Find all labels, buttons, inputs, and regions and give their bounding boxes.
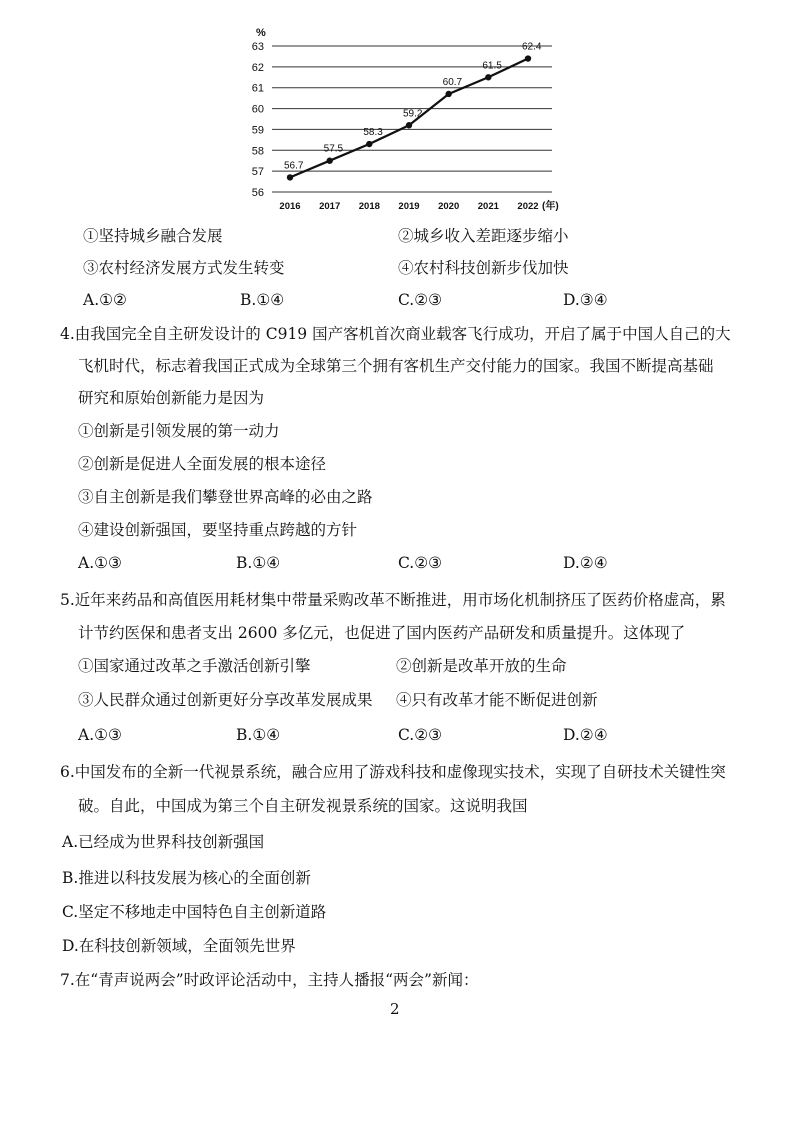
q3-option-2: ②城乡收入差距逐步缩小 [398, 227, 569, 245]
q4-stem-line-1: 4.由我国完全自主研发设计的 C919 国产客机首次商业载客飞行成功，开启了属于中国人自己的大 [60, 325, 731, 343]
q6-choice-b: B.推进以科技发展为核心的全面创新 [62, 869, 311, 887]
data-point-2021 [485, 74, 491, 80]
y-tick-label: 60 [251, 103, 264, 116]
data-label-2018: 58.3 [363, 127, 383, 139]
q3-option-4: ④农村科技创新步伐加快 [398, 259, 569, 277]
x-axis-unit: (年) [542, 201, 559, 212]
data-point-2019 [406, 122, 412, 128]
q5-option-3: ③人民群众通过创新更好分享改革发展成果 [78, 691, 373, 709]
y-tick-label: 59 [251, 124, 264, 137]
data-label-2016: 56.7 [284, 160, 304, 172]
data-label-2021: 61.5 [482, 60, 502, 72]
q4-answer-d: D.②④ [563, 554, 608, 572]
q5-option-4: ④只有改革才能不断促进创新 [396, 691, 598, 709]
page-number: 2 [390, 1000, 400, 1018]
data-label-2020: 60.7 [442, 76, 463, 88]
q4-option-3: ③自主创新是我们攀登世界高峰的必由之路 [78, 488, 373, 506]
q4-answer-b: B.①④ [236, 554, 281, 572]
y-tick-label: 57 [251, 166, 264, 179]
q7-stem: 7.在“青声说两会”时政评论活动中，主持人播报“两会”新闻： [60, 971, 479, 989]
x-tick-label: 2018 [358, 201, 380, 212]
y-axis-label: % [256, 27, 266, 39]
q5-option-1: ①国家通过改革之手激活创新引擎 [78, 657, 311, 675]
q5-answer-a: A.①③ [78, 726, 122, 744]
data-label-2022: 62.4 [522, 41, 542, 53]
data-point-2018 [366, 141, 372, 147]
data-label-2019: 59.2 [403, 108, 423, 120]
q6-choice-c: C.坚定不移地走中国特色自主创新道路 [62, 903, 327, 921]
data-labels [284, 42, 542, 172]
q5-stem-line-1: 5.近年来药品和高值医用耗材集中带量采购改革不断推进，用市场化机制挤压了医药价格虚高，累 [60, 591, 726, 609]
q3-answer-a: A.①② [83, 291, 127, 309]
q4-stem-line-3: 研究和原始创新能力是因为 [78, 389, 265, 407]
data-label-2017: 57.5 [323, 143, 344, 155]
data-point-2022 [525, 55, 531, 61]
x-tick-label: 2016 [279, 201, 301, 212]
q4-answer-c: C.②③ [398, 554, 443, 572]
q6-stem-line-2: 破。自此，中国成为第三个自主研发视景系统的国家。这说明我国 [78, 797, 528, 815]
q5-answer-b: B.①④ [236, 726, 281, 744]
q6-choice-d: D.在科技创新领域，全面领先世界 [62, 937, 296, 955]
q5-stem-line-2: 计节约医保和患者支出 2600 多亿元，也促进了国内医药产品研发和质量提升。这体现了 [78, 624, 686, 642]
y-axis-ticks [252, 41, 264, 199]
x-tick-label: 2022 [517, 201, 539, 212]
q4-stem-line-2: 飞机时代，标志着我国正式成为全球第三个拥有客机生产交付能力的国家。我国不断提高基础 [78, 357, 714, 375]
q5-option-2: ②创新是改革开放的生命 [396, 657, 567, 675]
line-chart [230, 24, 570, 214]
data-point-2017 [326, 158, 332, 164]
y-tick-label: 58 [251, 145, 264, 158]
x-tick-label: 2017 [319, 201, 341, 212]
x-tick-label: 2019 [398, 201, 420, 212]
q5-answer-c: C.②③ [398, 726, 443, 744]
q4-option-4: ④建设创新强国，要坚持重点跨越的方针 [78, 521, 358, 539]
data-point-2016 [287, 174, 293, 180]
q3-answer-b: B.①④ [240, 291, 285, 309]
x-tick-label: 2021 [477, 201, 499, 212]
x-tick-label: 2020 [438, 201, 460, 212]
y-tick-label: 61 [251, 82, 264, 95]
q4-answer-a: A.①③ [78, 554, 122, 572]
x-axis-ticks [279, 201, 538, 212]
y-tick-label: 63 [251, 41, 264, 53]
q4-option-1: ①创新是引领发展的第一动力 [78, 422, 280, 440]
q6-stem-line-1: 6.中国发布的全新一代视景系统，融合应用了游戏科技和虚像现实技术，实现了自研技术关键性突 [60, 763, 726, 781]
data-point-2020 [445, 91, 451, 97]
q3-option-1: ①坚持城乡融合发展 [83, 227, 223, 245]
q3-answer-c: C.②③ [398, 291, 443, 309]
q5-answer-d: D.②④ [563, 726, 608, 744]
y-tick-label: 56 [251, 187, 264, 199]
q4-option-2: ②创新是促进人全面发展的根本途径 [78, 455, 327, 473]
q3-option-3: ③农村经济发展方式发生转变 [83, 259, 285, 277]
q3-answer-d: D.③④ [563, 291, 608, 309]
q6-choice-a: A.已经成为世界科技创新强国 [62, 833, 265, 851]
y-tick-label: 62 [251, 61, 264, 74]
